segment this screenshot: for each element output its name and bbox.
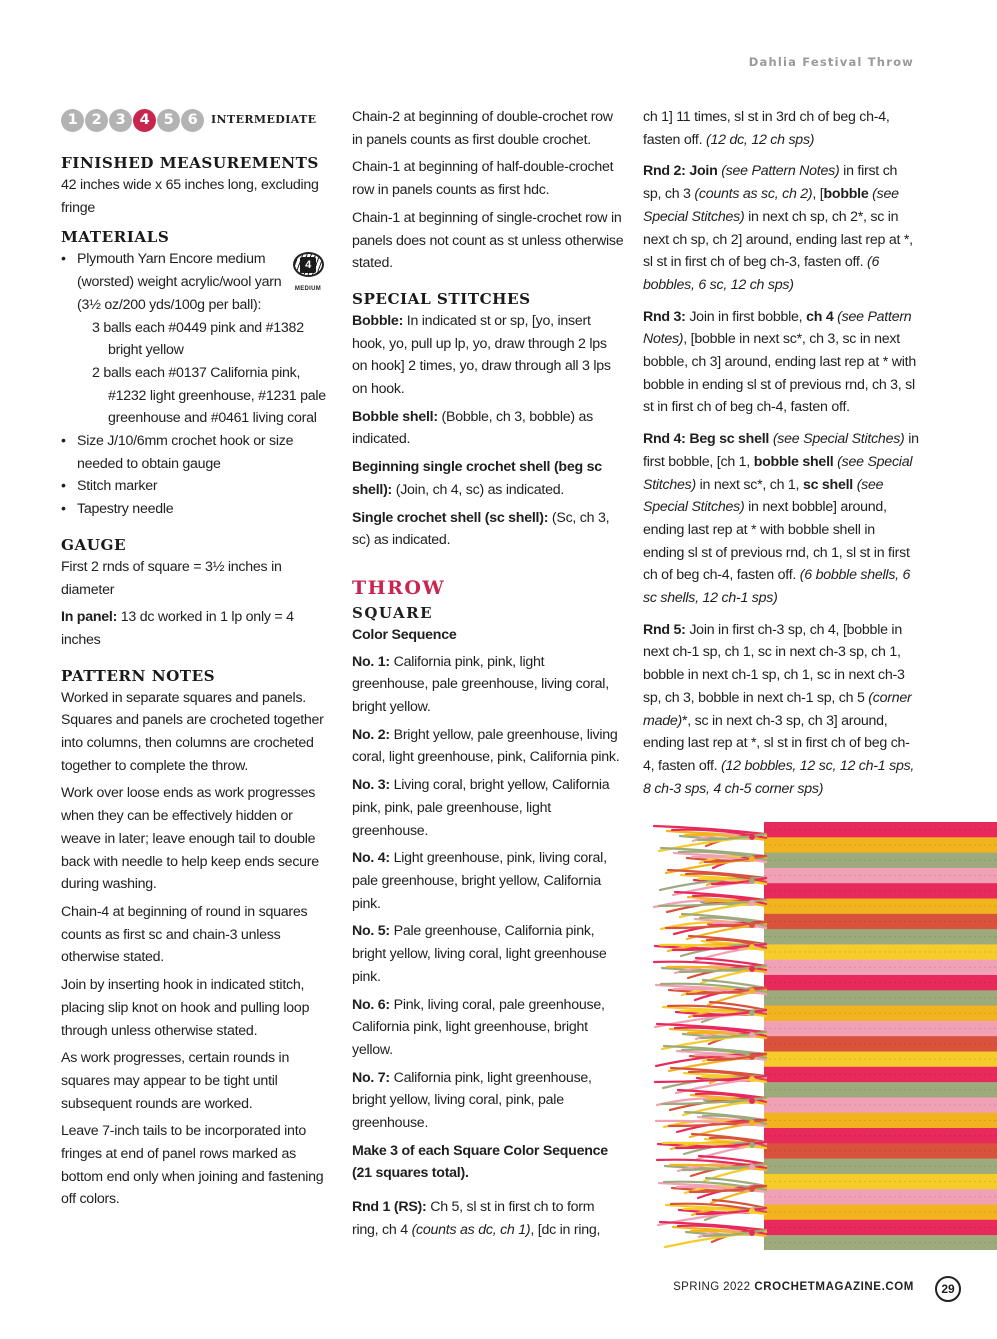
- sequence-6: [352, 994, 624, 1062]
- materials-list: [61, 248, 333, 520]
- running-head: Dahlia Festival Throw: [748, 55, 914, 69]
- fringe-knot: [749, 1230, 755, 1236]
- materials-needle: • Tapestry needle: [61, 498, 333, 521]
- round-2: [643, 160, 919, 296]
- yarn-weight-number: 4: [300, 257, 316, 273]
- round-2-label: Rnd 2: Join: [643, 163, 718, 180]
- round-1-continued: [643, 106, 919, 151]
- special-shell-text: (Bobble, ch 3, bobble) as indicated.: [352, 408, 594, 448]
- sequence-text: Pale greenhouse, California pink, bright yellow, living coral, light greenhouse pink.: [352, 923, 607, 985]
- round-1-italic-1: (counts as dc, ch 1): [411, 1221, 531, 1238]
- special-heading: SPECIAL STITCHES: [352, 289, 531, 308]
- round-1-label: Rnd 1 (RS):: [352, 1199, 427, 1216]
- special-begsc-text: (Join, ch 4, sc) as indicated.: [392, 481, 565, 498]
- square-heading: SQUARE: [352, 603, 434, 622]
- materials-hook: • Size J/10/6mm crochet hook or size needed to obtain gauge: [61, 430, 333, 475]
- special-shell-label: Bobble shell:: [352, 408, 438, 425]
- fringe-knot: [749, 944, 755, 950]
- gauge-line-1: First 2 rnds of square = 3½ inches in diameter: [61, 558, 282, 598]
- footer-season: SPRING 2022: [673, 1281, 751, 1293]
- skill-level-4: 4: [133, 109, 156, 132]
- round-2-text-b: , [: [812, 186, 824, 203]
- round-2-italic-2: (counts as sc, ch 2): [694, 186, 813, 203]
- round-3: [643, 306, 919, 420]
- skill-level-2: 2: [85, 109, 108, 132]
- round-2-text-c: in next ch sp, ch 2*, sc in next ch sp, ch 2] around, ending last rep at *, sl st in first ch of beg ch-3, fasten off.: [643, 208, 913, 271]
- column-2: [352, 106, 624, 1247]
- round-2-bobble: bobble: [823, 186, 869, 203]
- fringe-knot: [749, 1076, 755, 1082]
- notes-p3: Chain-4 at beginning of round in squares counts as first sc and chain-3 unless otherwise stated.: [61, 903, 308, 966]
- sequence-label: No. 6:: [352, 996, 390, 1013]
- round-3-label: Rnd 3:: [643, 308, 686, 325]
- special-bobble-shell: [352, 406, 624, 451]
- round-1-start: [352, 1196, 624, 1241]
- round-3-text-a: Join in first bobble,: [685, 308, 807, 325]
- special-bobble: [352, 310, 624, 401]
- round-5-italic-2: (12 bobbles, 12 sc, 12 ch-1 sps, 8 ch-3 sps, 4 ch-5 corner sps): [643, 757, 915, 797]
- notes-p8: Chain-1 at beginning of half-double-crochet row in panels counts as first hdc.: [352, 159, 614, 199]
- materials-yarn-sub-2: 2 balls each #0137 California pink, #1232 light greenhouse, #1231 pale greenhouse and #0461 living coral: [92, 364, 326, 427]
- notes-p6: Leave 7-inch tails to be incorporated into fringes at end of panel rows marked as bottom end only when joining and fastening off colors.: [61, 1123, 324, 1208]
- finished-heading: FINISHED MEASUREMENTS: [61, 154, 319, 172]
- materials-yarn-sub-1: 3 balls each #0449 pink and #1382 bright yellow: [92, 319, 304, 359]
- notes-heading: PATTERN NOTES: [61, 666, 216, 685]
- notes-p9: Chain-1 at beginning of single-crochet row in panels does not count as st unless otherwise stated.: [352, 209, 624, 272]
- fringe-knot: [749, 1142, 755, 1148]
- round-4-text-b: in next sc*, ch 1,: [695, 476, 803, 493]
- yarn-weight-caption: MEDIUM: [294, 286, 322, 293]
- sequence-label: No. 4:: [352, 850, 390, 867]
- round-1-text-a: Ch 5, sl st in first ch to form ring, ch 4: [352, 1199, 595, 1238]
- skill-label: INTERMEDIATE: [211, 112, 317, 126]
- sequence-3: [352, 774, 624, 842]
- materials-yarn: [61, 248, 333, 316]
- special-sc-text: (Sc, ch 3, sc) as indicated.: [352, 509, 610, 549]
- fringe-knot: [749, 856, 755, 862]
- fringe-knot: [749, 966, 755, 972]
- fringe-knot: [749, 834, 755, 840]
- notes-p1: Worked in separate squares and panels. Squares and panels are crocheted together into columns, then columns are crocheted together to complete the throw.: [61, 689, 324, 774]
- color-sequence-heading: Color Sequence: [352, 626, 457, 643]
- special-bobble-label: Bobble:: [352, 312, 404, 329]
- sequence-label: No. 2:: [352, 726, 390, 743]
- fringe-knot: [749, 1010, 755, 1016]
- round-3-ch4: ch 4: [806, 308, 834, 325]
- fringe-knot: [749, 1208, 755, 1214]
- special-begsc-label: Beginning single crochet shell (beg sc shell):: [352, 459, 602, 498]
- fringe-knot: [749, 1186, 755, 1192]
- round-4-text-c: in next bobble] around, ending last rep at * with bobble shell in ending sl st of previous rnd, ch 1, sl st in first ch of beg ch-4, fasten off.: [643, 499, 910, 584]
- round-4-italic-3: (see Special Stitches): [643, 476, 884, 516]
- sequence-7: [352, 1067, 624, 1135]
- round-4-sc-shell: sc shell: [802, 476, 853, 493]
- throw-heading: THROW: [352, 576, 446, 599]
- sequence-text: Pink, living coral, pale greenhouse, California pink, light greenhouse, bright yellow.: [352, 996, 605, 1058]
- notes-p5: As work progresses, certain rounds in squares may appear to be tight until subsequent rounds are worked.: [61, 1050, 290, 1112]
- skill-level-5: 5: [157, 109, 180, 132]
- fringe-knot: [749, 900, 755, 906]
- gauge-panel-text: 13 dc worked in 1 lp only = 4 inches: [61, 609, 294, 648]
- throw-photo-illustration: [646, 822, 997, 1250]
- sequence-5: [352, 920, 624, 988]
- round-4-italic-2: (see Special Stitches): [643, 453, 913, 493]
- make-squares: Make 3 of each Square Color Sequence (21 squares total).: [352, 1142, 608, 1182]
- round-1-italic-2: (12 dc, 12 ch sps): [706, 131, 815, 148]
- round-5-text-b: *, sc in next ch-3 sp, ch 3] around, ending last rep at *, sl st in first ch of beg ch-4, fasten off.: [643, 712, 910, 774]
- fringe-knot: [749, 1054, 755, 1060]
- round-5-label: Rnd 5:: [643, 621, 686, 638]
- round-2-italic-4: (6 bobbles, 6 sc, 12 ch sps): [643, 254, 880, 293]
- round-4: [643, 428, 919, 610]
- round-4-italic-1: (see Special Stitches): [769, 431, 905, 448]
- materials-yarn-text: Plymouth Yarn Encore medium (worsted) weight acrylic/wool yarn (3½ oz/200 yds/100g per ball):: [77, 251, 282, 313]
- footer-site: CROCHETMAGAZINE.COM: [754, 1281, 914, 1293]
- notes-p2: Work over loose ends as work progresses when they can be effectively hidden or weave in later; leave enough tail to double back with needle to help keep ends secure during washing.: [61, 785, 319, 893]
- special-sc-label: Single crochet shell (sc shell):: [352, 509, 549, 526]
- notes-p7: Chain-2 at beginning of double-crochet row in panels counts as first double crochet.: [352, 109, 613, 148]
- round-5-italic-1: (corner made): [643, 689, 912, 729]
- sequence-1: [352, 651, 624, 719]
- fringe-knot: [749, 922, 755, 928]
- materials-heading: MATERIALS: [61, 228, 170, 247]
- throw-photo: [646, 822, 997, 1250]
- fringe-knot: [749, 1120, 755, 1126]
- sequence-text: Light greenhouse, pink, living coral, pale greenhouse, bright yellow, California pink.: [352, 850, 607, 912]
- gauge-panel: [61, 606, 333, 651]
- footer: [673, 1281, 914, 1293]
- sequence-text: Bright yellow, pale greenhouse, living coral, light greenhouse, pink, California pink.: [352, 726, 620, 766]
- fringe-knot: [749, 1098, 755, 1104]
- special-beg-sc-shell: [352, 456, 624, 501]
- finished-text: 42 inches wide x 65 inches long, excluding fringe: [61, 177, 319, 216]
- skill-level-1: 1: [61, 109, 84, 132]
- materials-marker: • Stitch marker: [61, 475, 333, 498]
- round-2-text-a: in first ch sp, ch 3: [643, 163, 898, 203]
- sequence-label: No. 7:: [352, 1069, 390, 1086]
- sequence-2: [352, 724, 624, 769]
- round-4-italic-4: (6 bobble shells, 6 sc shells, 12 ch-1 sps): [643, 567, 911, 607]
- sequence-label: No. 5:: [352, 923, 390, 940]
- skill-level-6: 6: [181, 109, 204, 132]
- page-number: 29: [935, 1276, 961, 1302]
- round-3-text-b: , [bobble in next sc*, ch 3, sc in next bobble, ch 3] around, ending last rep at * with bobble in ending sl st of previous rnd, ch 3, sl st in first ch of beg ch-4, fasten off.: [643, 331, 916, 416]
- round-1-text-b-start: , [dc in ring,: [530, 1221, 601, 1238]
- round-5: [643, 619, 919, 801]
- sequence-text: California pink, pink, light greenhouse, pale greenhouse, living coral, bright yellow.: [352, 653, 609, 716]
- round-2-italic-3: (see Special Stitches): [643, 186, 899, 225]
- fringe-knot: [749, 878, 755, 884]
- fringe-knot: [749, 1032, 755, 1038]
- fringe-knot: [749, 1164, 755, 1170]
- skill-level: [61, 106, 333, 134]
- round-1-text-b: ch 1] 11 times, sl st in 3rd ch of beg ch-4, fasten off.: [643, 109, 890, 148]
- skill-level-3: 3: [109, 109, 132, 132]
- column-1: [61, 106, 333, 1216]
- column-3: [643, 106, 919, 805]
- fringe-knot: [749, 988, 755, 994]
- round-2-italic-1: (see Pattern Notes): [717, 163, 840, 180]
- round-4-bobble-shell: bobble shell: [753, 453, 834, 470]
- special-sc-shell: [352, 507, 624, 552]
- round-4-text-a: in first bobble, [ch 1,: [643, 431, 919, 470]
- special-bobble-text: In indicated st or sp, [yo, insert hook, yo, pull up lp, yo, draw through 2 lps on hook] 2 times, yo, draw through all 3 lps on hook.: [352, 312, 611, 398]
- gauge-heading: GAUGE: [61, 535, 127, 554]
- materials-block: [61, 248, 333, 520]
- gauge-panel-label: In panel:: [61, 609, 118, 626]
- round-3-italic-1: (see Pattern Notes): [643, 308, 912, 348]
- notes-p4: Join by inserting hook in indicated stitch, placing slip knot on hook and pulling loop through unless otherwise stated.: [61, 977, 310, 1039]
- round-4-label: Rnd 4: Beg sc shell: [643, 431, 770, 448]
- round-5-text-a: Join in first ch-3 sp, ch 4, [bobble in next ch-1 sp, ch 1, sc in next ch-3 sp, ch 1, bobble in next ch-1 sp, ch 1, sc in next ch-3 sp, ch 3, bobble in next ch-1 sp, ch 5: [643, 621, 905, 706]
- sequence-text: Living coral, bright yellow, California pink, pink, pale greenhouse, light greenhouse.: [352, 777, 610, 839]
- sequence-label: No. 1:: [352, 653, 390, 670]
- sequence-4: [352, 847, 624, 915]
- sequence-text: California pink, light greenhouse, bright yellow, living coral, pink, pale greenhouse.: [352, 1069, 592, 1132]
- sequence-label: No. 3:: [352, 777, 390, 794]
